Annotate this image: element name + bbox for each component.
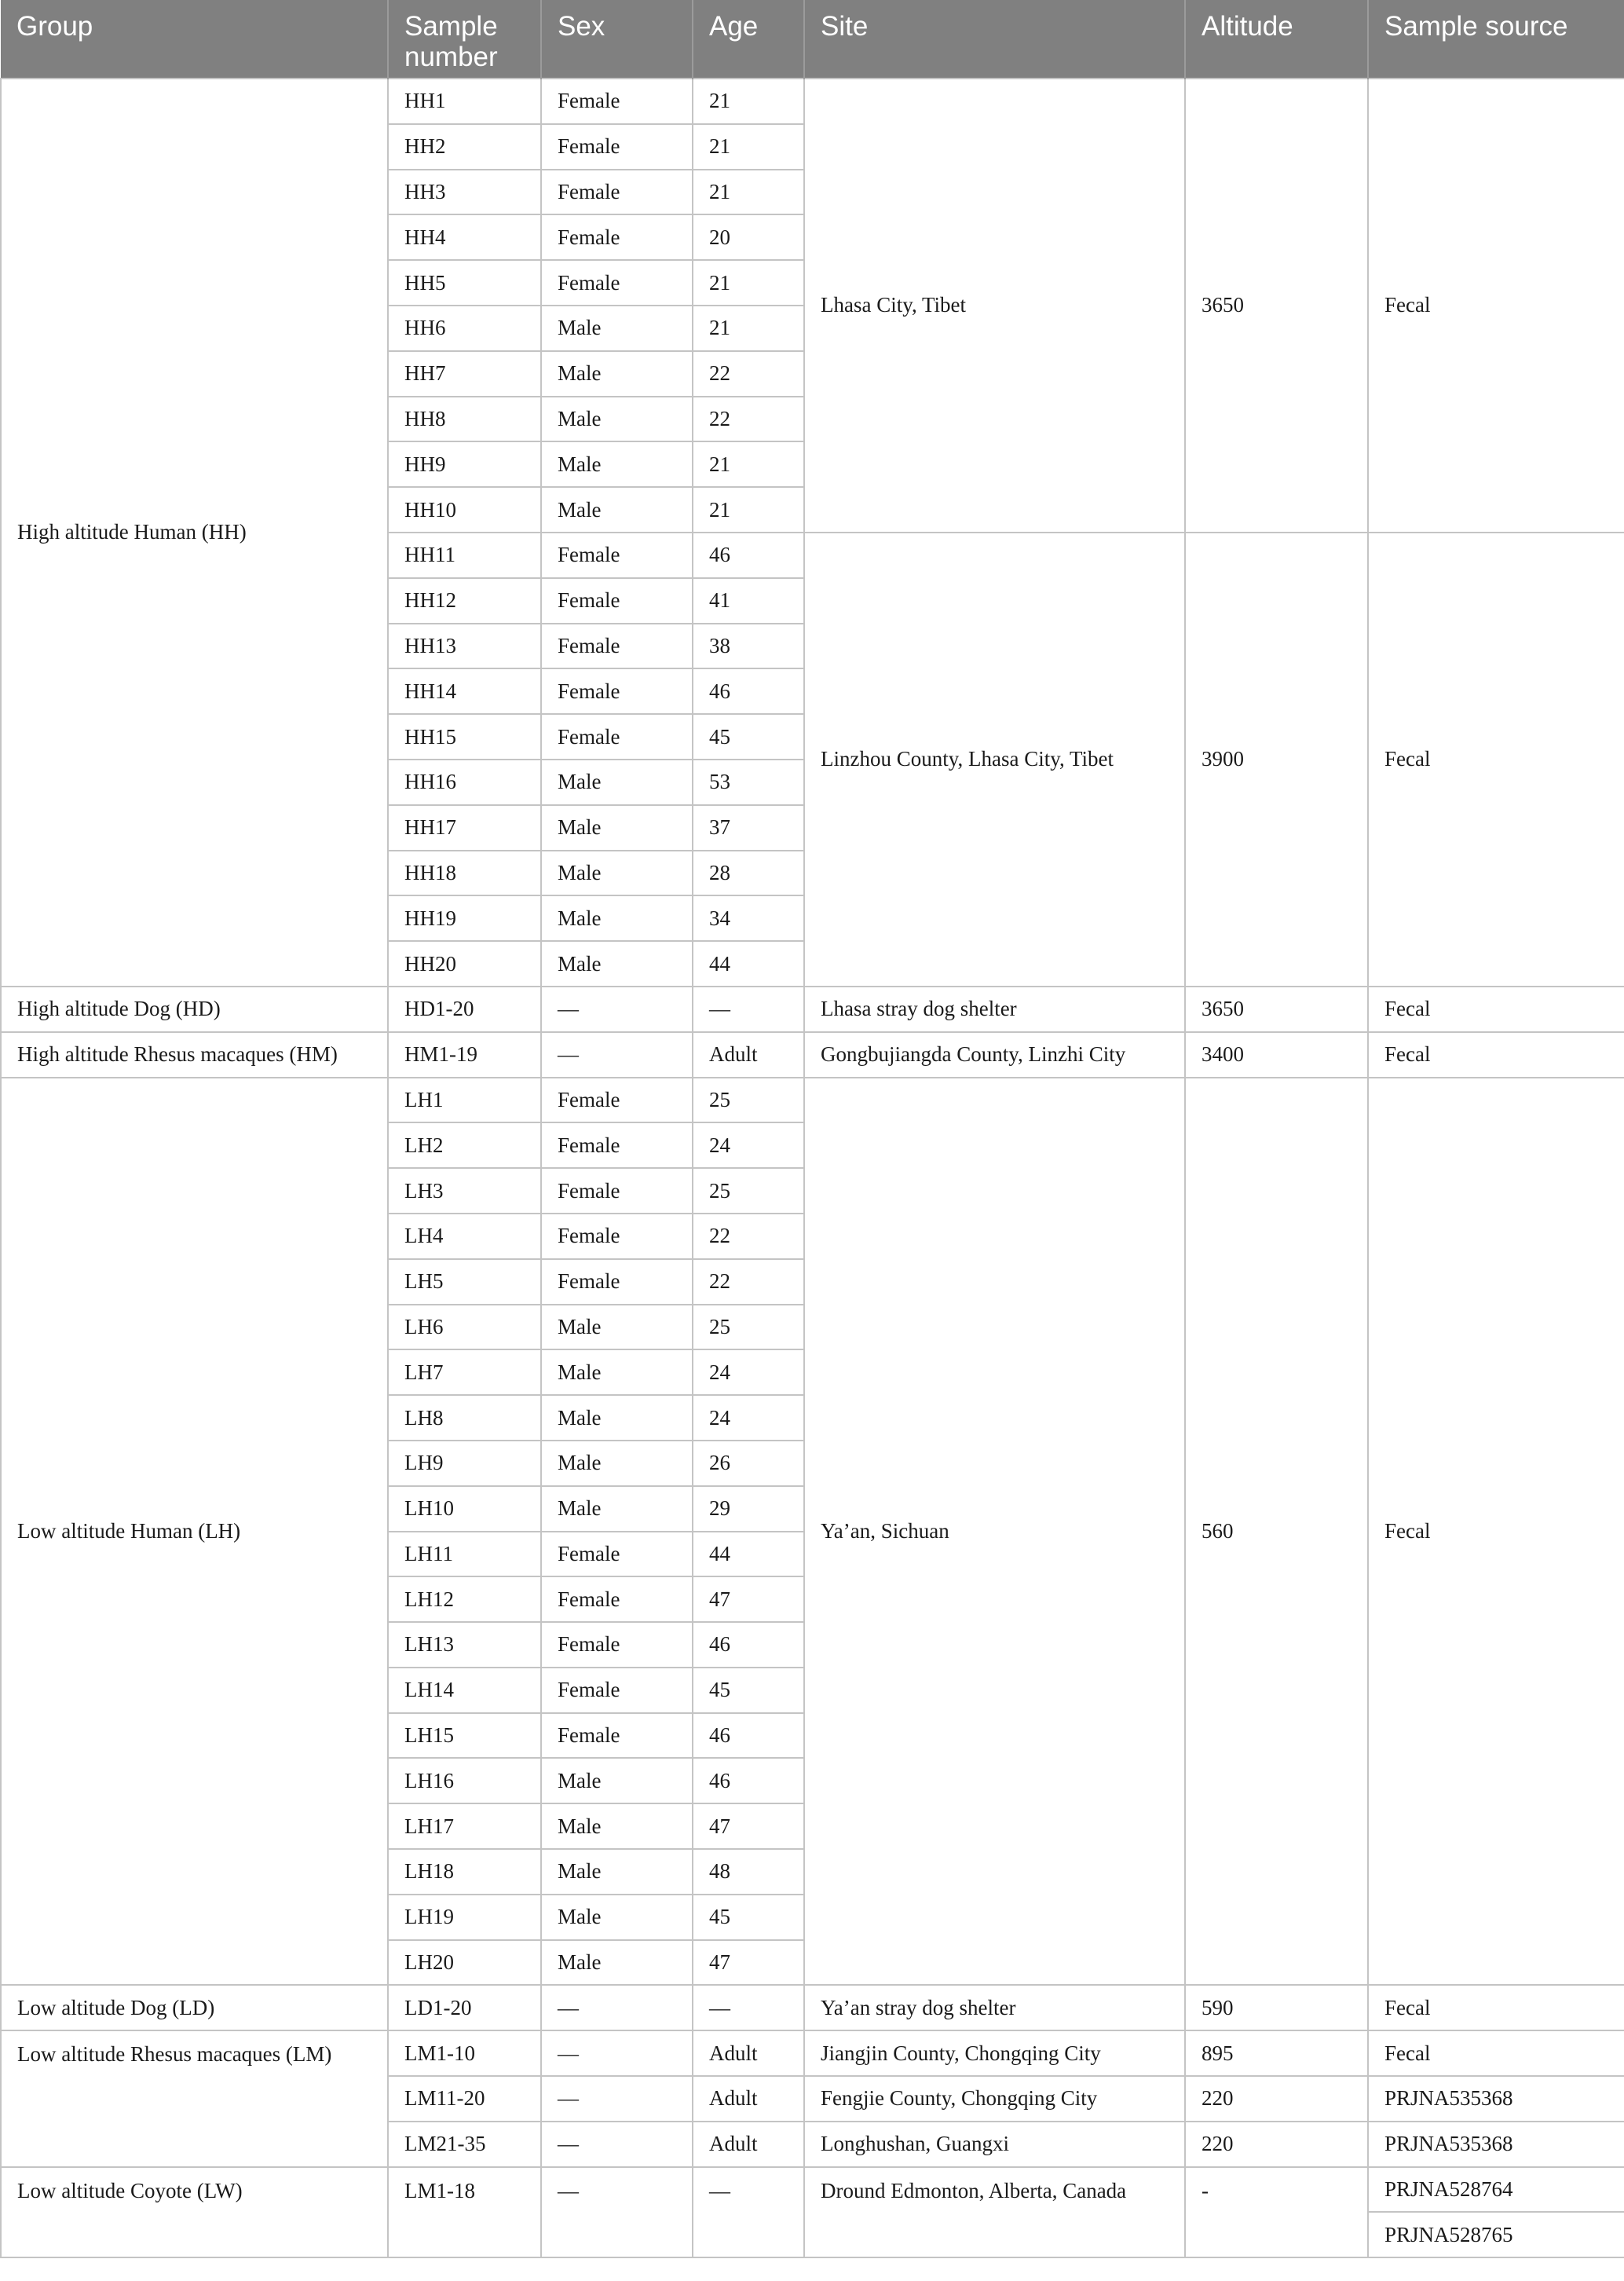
sex-cell: Female [541, 1668, 693, 1713]
sex-cell: — [541, 2122, 693, 2167]
site-cell: Lhasa City, Tibet [804, 79, 1185, 533]
age-cell: 34 [693, 895, 804, 941]
age-cell: Adult [693, 2076, 804, 2122]
sex-cell: — [541, 1985, 693, 2030]
sex-cell: Male [541, 760, 693, 805]
sample-number-cell: HH14 [388, 668, 541, 714]
age-cell: 25 [693, 1078, 804, 1123]
sex-cell: Male [541, 895, 693, 941]
sample-number-cell: HH10 [388, 487, 541, 533]
age-cell: 20 [693, 214, 804, 260]
sample-number-cell: HH4 [388, 214, 541, 260]
table-row [1, 1032, 1624, 1078]
sex-cell: Female [541, 79, 693, 124]
age-cell: 21 [693, 124, 804, 170]
sample-number-cell: LM1-10 [388, 2030, 541, 2076]
sample-number-cell: LM1-18 [388, 2167, 541, 2258]
age-cell: 22 [693, 1259, 804, 1305]
sample-number-cell: HH3 [388, 170, 541, 215]
sex-cell: Female [541, 624, 693, 669]
sex-cell: Male [541, 805, 693, 851]
age-cell: 38 [693, 624, 804, 669]
sample-number-cell: LH7 [388, 1349, 541, 1395]
age-cell: 45 [693, 714, 804, 760]
sex-cell: Male [541, 1349, 693, 1395]
age-cell: Adult [693, 1032, 804, 1078]
age-cell: 22 [693, 351, 804, 397]
sex-cell: Female [541, 1122, 693, 1168]
sex-cell: Male [541, 397, 693, 442]
age-cell: 25 [693, 1168, 804, 1214]
sex-cell: — [541, 2076, 693, 2122]
table-row [1, 2167, 1624, 2213]
group-cell: Low altitude Dog (LD) [1, 1985, 388, 2030]
sample-number-cell: HH12 [388, 578, 541, 624]
age-cell: 45 [693, 1668, 804, 1713]
site-cell: Jiangjin County, Chongqing City [804, 2030, 1185, 2076]
site-cell: Ya’an stray dog shelter [804, 1985, 1185, 2030]
sample-source-cell: Fecal [1368, 533, 1624, 987]
sex-cell: Male [541, 1486, 693, 1532]
age-cell: 25 [693, 1305, 804, 1350]
sex-cell: Male [541, 1305, 693, 1350]
sample-source-cell: PRJNA528764 [1368, 2167, 1624, 2213]
age-cell: 47 [693, 1576, 804, 1622]
sex-cell: Female [541, 170, 693, 215]
age-cell: 37 [693, 805, 804, 851]
sex-cell: Male [541, 1395, 693, 1441]
sex-cell: — [541, 2030, 693, 2076]
header-sample-number: Sample number [388, 0, 541, 79]
sample-number-cell: LH15 [388, 1713, 541, 1759]
site-cell: Longhushan, Guangxi [804, 2122, 1185, 2167]
group-cell: High altitude Human (HH) [1, 79, 388, 987]
site-cell: Lhasa stray dog shelter [804, 987, 1185, 1032]
age-cell: 21 [693, 441, 804, 487]
sample-number-cell: HH13 [388, 624, 541, 669]
sample-source-cell: PRJNA528765 [1368, 2212, 1624, 2257]
sample-number-cell: HH17 [388, 805, 541, 851]
age-cell: 21 [693, 260, 804, 306]
sex-cell: Female [541, 1214, 693, 1259]
sample-source-cell: Fecal [1368, 79, 1624, 533]
sample-source-cell: Fecal [1368, 1078, 1624, 1986]
sample-number-cell: HH7 [388, 351, 541, 397]
age-cell: 46 [693, 668, 804, 714]
age-cell: — [693, 1985, 804, 2030]
sample-number-cell: HH6 [388, 306, 541, 351]
header-sample-source: Sample source [1368, 0, 1624, 79]
table-row [1, 1078, 1624, 1123]
sex-cell: Female [541, 1713, 693, 1759]
sex-cell: Female [541, 668, 693, 714]
sample-source-cell: PRJNA535368 [1368, 2122, 1624, 2167]
site-cell: Linzhou County, Lhasa City, Tibet [804, 533, 1185, 987]
sex-cell: Male [541, 1758, 693, 1803]
sex-cell: Female [541, 578, 693, 624]
sex-cell: Male [541, 351, 693, 397]
sex-cell: Male [541, 487, 693, 533]
age-cell: 47 [693, 1940, 804, 1986]
sample-number-cell: LD1-20 [388, 1985, 541, 2030]
sample-number-cell: LH8 [388, 1395, 541, 1441]
age-cell: 53 [693, 760, 804, 805]
age-cell: 24 [693, 1349, 804, 1395]
group-cell: Low altitude Rhesus macaques (LM) [1, 2030, 388, 2166]
age-cell: — [693, 2167, 804, 2258]
age-cell: 44 [693, 941, 804, 987]
age-cell: 46 [693, 1758, 804, 1803]
sample-number-cell: LM21-35 [388, 2122, 541, 2167]
sample-source-cell: PRJNA535368 [1368, 2076, 1624, 2122]
sample-number-cell: LH3 [388, 1168, 541, 1214]
sex-cell: Female [541, 714, 693, 760]
age-cell: 48 [693, 1849, 804, 1895]
header-row [1, 0, 1624, 79]
site-cell: Gongbujiangda County, Linzhi City [804, 1032, 1185, 1078]
table-row [1, 79, 1624, 124]
altitude-cell: 220 [1185, 2076, 1368, 2122]
sex-cell: Male [541, 1803, 693, 1849]
altitude-cell: 590 [1185, 1985, 1368, 2030]
altitude-cell: 560 [1185, 1078, 1368, 1986]
sex-cell: Female [541, 1168, 693, 1214]
sample-source-cell: Fecal [1368, 1985, 1624, 2030]
sex-cell: Female [541, 214, 693, 260]
age-cell: Adult [693, 2030, 804, 2076]
group-cell: High altitude Dog (HD) [1, 987, 388, 1032]
sample-source-cell: Fecal [1368, 987, 1624, 1032]
altitude-cell: 3400 [1185, 1032, 1368, 1078]
sex-cell: — [541, 987, 693, 1032]
age-cell: 47 [693, 1803, 804, 1849]
sex-cell: Female [541, 1622, 693, 1668]
sample-number-cell: HH11 [388, 533, 541, 578]
sample-source-cell: Fecal [1368, 1032, 1624, 1078]
sample-number-cell: LH9 [388, 1441, 541, 1486]
age-cell: 45 [693, 1895, 804, 1940]
sample-number-cell: LH13 [388, 1622, 541, 1668]
sample-number-cell: HH20 [388, 941, 541, 987]
sex-cell: Male [541, 306, 693, 351]
sex-cell: Male [541, 851, 693, 896]
age-cell: 24 [693, 1122, 804, 1168]
sex-cell: Female [541, 533, 693, 578]
sample-number-cell: HD1-20 [388, 987, 541, 1032]
age-cell: — [693, 987, 804, 1032]
age-cell: 28 [693, 851, 804, 896]
age-cell: 44 [693, 1532, 804, 1577]
altitude-cell: - [1185, 2167, 1368, 2258]
age-cell: Adult [693, 2122, 804, 2167]
age-cell: 21 [693, 79, 804, 124]
sample-number-cell: LH10 [388, 1486, 541, 1532]
sex-cell: Female [541, 1259, 693, 1305]
sample-number-cell: HM1-19 [388, 1032, 541, 1078]
age-cell: 22 [693, 1214, 804, 1259]
sample-number-cell: HH1 [388, 79, 541, 124]
sample-number-cell: HH9 [388, 441, 541, 487]
header-site: Site [804, 0, 1185, 79]
group-cell: High altitude Rhesus macaques (HM) [1, 1032, 388, 1078]
header-sex: Sex [541, 0, 693, 79]
sample-number-cell: LH1 [388, 1078, 541, 1123]
header-altitude: Altitude [1185, 0, 1368, 79]
age-cell: 22 [693, 397, 804, 442]
sample-number-cell: HH15 [388, 714, 541, 760]
site-cell: Fengjie County, Chongqing City [804, 2076, 1185, 2122]
table-row [1, 2030, 1624, 2076]
age-cell: 46 [693, 1713, 804, 1759]
sex-cell: Male [541, 1849, 693, 1895]
age-cell: 21 [693, 170, 804, 215]
group-cell: Low altitude Human (LH) [1, 1078, 388, 1986]
sex-cell: — [541, 1032, 693, 1078]
sex-cell: Male [541, 1940, 693, 1986]
sample-number-cell: HH8 [388, 397, 541, 442]
sex-cell: Female [541, 1078, 693, 1123]
sex-cell: — [541, 2167, 693, 2258]
sample-number-cell: LH11 [388, 1532, 541, 1577]
sample-number-cell: LH5 [388, 1259, 541, 1305]
sample-number-cell: HH19 [388, 895, 541, 941]
sample-number-cell: LH4 [388, 1214, 541, 1259]
sample-number-cell: HH2 [388, 124, 541, 170]
sample-number-cell: LM11-20 [388, 2076, 541, 2122]
sex-cell: Male [541, 1441, 693, 1486]
table-row [1, 1985, 1624, 2030]
sample-number-cell: LH6 [388, 1305, 541, 1350]
age-cell: 21 [693, 487, 804, 533]
sex-cell: Female [541, 1532, 693, 1577]
altitude-cell: 220 [1185, 2122, 1368, 2167]
altitude-cell: 3900 [1185, 533, 1368, 987]
sample-number-cell: LH2 [388, 1122, 541, 1168]
sample-number-cell: LH20 [388, 1940, 541, 1986]
sex-cell: Male [541, 1895, 693, 1940]
sample-number-cell: HH5 [388, 260, 541, 306]
sex-cell: Female [541, 124, 693, 170]
altitude-cell: 3650 [1185, 79, 1368, 533]
sample-number-cell: LH14 [388, 1668, 541, 1713]
site-cell: Dround Edmonton, Alberta, Canada [804, 2167, 1185, 2258]
sample-number-cell: LH12 [388, 1576, 541, 1622]
sample-number-cell: HH16 [388, 760, 541, 805]
table-body [1, 79, 1624, 2257]
sample-number-cell: LH16 [388, 1758, 541, 1803]
sex-cell: Male [541, 941, 693, 987]
age-cell: 26 [693, 1441, 804, 1486]
table-row [1, 987, 1624, 1032]
age-cell: 24 [693, 1395, 804, 1441]
altitude-cell: 895 [1185, 2030, 1368, 2076]
sex-cell: Male [541, 441, 693, 487]
age-cell: 21 [693, 306, 804, 351]
site-cell: Ya’an, Sichuan [804, 1078, 1185, 1986]
altitude-cell: 3650 [1185, 987, 1368, 1032]
group-cell: Low altitude Coyote (LW) [1, 2167, 388, 2258]
sex-cell: Female [541, 1576, 693, 1622]
sample-number-cell: LH18 [388, 1849, 541, 1895]
sample-source-cell: Fecal [1368, 2030, 1624, 2076]
age-cell: 46 [693, 1622, 804, 1668]
age-cell: 46 [693, 533, 804, 578]
age-cell: 29 [693, 1486, 804, 1532]
age-cell: 41 [693, 578, 804, 624]
sample-number-cell: LH17 [388, 1803, 541, 1849]
sex-cell: Female [541, 260, 693, 306]
header-group: Group [1, 0, 388, 79]
sample-number-cell: LH19 [388, 1895, 541, 1940]
sample-number-cell: HH18 [388, 851, 541, 896]
header-age: Age [693, 0, 804, 79]
